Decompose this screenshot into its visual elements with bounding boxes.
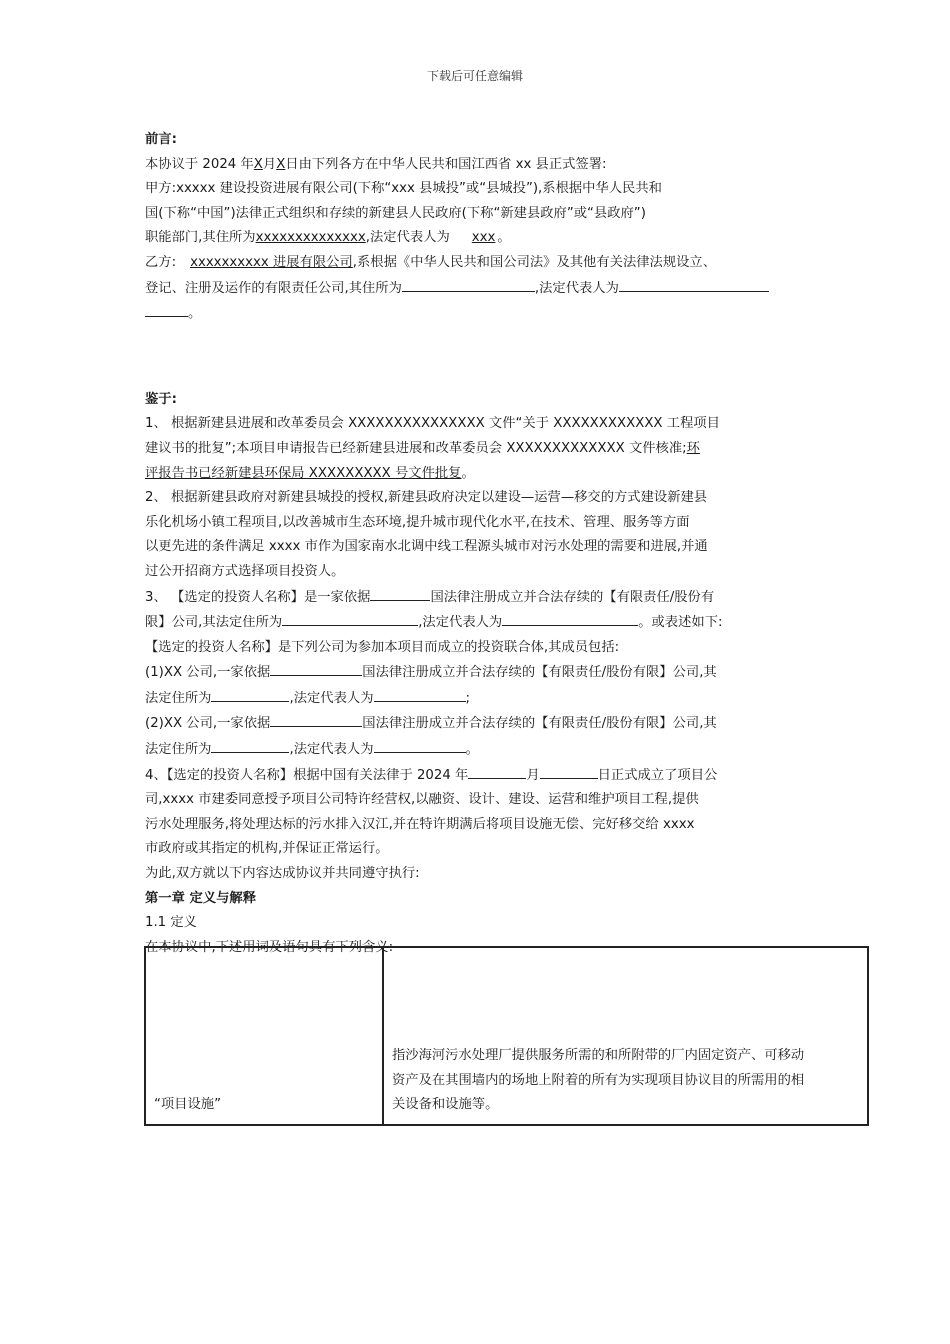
definition-text: 指沙海河污水处理厂提供服务所需的和所附带的厂内固定资产、可移动 资产及在其围墙内的场地上附着的所有为实现项目协议目的所需用的相 关设备和设施等。	[383, 947, 868, 1125]
blank-field[interactable]	[370, 585, 430, 601]
party-a-line: 国(下称“中国”)法律正式组织和存续的新建县人民政府(下称“新建县政府”或“县政府”)	[145, 205, 646, 221]
blank-field[interactable]	[540, 763, 598, 779]
chapter-1-title: 第一章 定义与解释	[145, 890, 257, 906]
whereas-item-1: 1、 根据新建县进展和改革委员会 XXXXXXXXXXXXXXX 文件“关于 XXXXXXXXXXXX 工程项目	[145, 416, 720, 432]
preface-heading: 前言:	[145, 132, 177, 147]
blank-field[interactable]	[619, 276, 769, 292]
party-a-rep: xxx	[471, 230, 496, 246]
whereas-item-4: 污水处理服务,将处理达标的污水排入汉江,并在特许期满后将项目设施无偿、完好移交给 xxxx	[145, 816, 695, 832]
blank-field[interactable]	[374, 686, 466, 702]
definitions-intro: 在本协议中,下述用词及语句具有下列含义:	[145, 939, 394, 955]
table-row	[145, 947, 868, 1125]
document-body	[145, 128, 817, 960]
whereas-item-4: 4、【选定的投资人名称】根据中国有关法律于 2024 年 月 日正式成立了项目公	[145, 763, 817, 789]
party-a-line: 甲方:xxxxx 建设投资进展有限公司(下称“xxx 县城投”或“县城投”),系根据中华人民共和	[145, 181, 662, 197]
blank-field[interactable]	[145, 301, 188, 317]
blank-field[interactable]	[402, 276, 535, 292]
consortium-member-1: 法定住所为 ,法定代表人为 ;	[145, 686, 817, 712]
consortium-member-2: 法定住所为 ,法定代表人为 。	[145, 737, 817, 763]
blank-field[interactable]	[211, 737, 289, 753]
consortium-member-2: (2)XX 公司,一家依据 国法律注册成立并合法存续的【有限责任/股份有限】公司,其	[145, 711, 817, 737]
blank-field[interactable]	[502, 610, 638, 626]
whereas-heading: 鉴于:	[145, 391, 177, 407]
whereas-item-4: 市政府或其指定的机构,并保证正常运行。	[145, 841, 389, 857]
whereas-item-4: 司,xxxx 市建委同意授予项目公司特许经营权,以融资、设计、建设、运营和维护项目工程,提供	[145, 792, 699, 808]
blank-field[interactable]	[468, 763, 526, 779]
party-a-line: 职能部门,其住所为xxxxxxxxxxxxxx,法定代表人为 xxx 。	[145, 230, 511, 246]
blank-field[interactable]	[270, 660, 362, 676]
preface-line: 本协议于 2024 年X月X日由下列各方在中华人民共和国江西省 xx 县正式签署:	[145, 156, 607, 172]
blank-field[interactable]	[270, 711, 362, 727]
party-b-line: 乙方: xxxxxxxxxx 进展有限公司,系根据《中华人民共和国公司法》及其他有关法律法规设立、	[145, 254, 717, 270]
consortium-member-1: (1)XX 公司,一家依据 国法律注册成立并合法存续的【有限责任/股份有限】公司,其	[145, 660, 817, 686]
whereas-item-2: 以更先进的条件满足 xxxx 市作为国家南水北调中线工程源头城市对污水处理的需要和进展,并通	[145, 539, 708, 555]
whereas-item-1: 建议书的批复”;本项目申请报告已经新建县进展和改革委员会 XXXXXXXXXXXXX 文件核准;环	[145, 440, 700, 456]
party-b-line: 。	[145, 301, 817, 327]
whereas-item-3: 3、 【选定的投资人名称】是一家依据 国法律注册成立并合法存续的【有限责任/股份有	[145, 585, 817, 611]
blank-field[interactable]	[211, 686, 289, 702]
whereas-closing: 为此,双方就以下内容达成协议并共同遵守执行:	[145, 866, 420, 882]
blank-field[interactable]	[374, 737, 466, 753]
whereas-item-3: 【选定的投资人名称】是下列公司为参加本项目而成立的投资联合体,其成员包括:	[145, 639, 620, 655]
whereas-item-2: 2、 根据新建县政府对新建县城投的授权,新建县政府决定以建设—运营—移交的方式建设新建县	[145, 490, 708, 506]
whereas-item-2: 乐化机场小镇工程项目,以改善城市生态环境,提升城市现代化水平,在技术、管理、服务等方面	[145, 514, 690, 530]
page-header-note: 下载后可任意编辑	[426, 69, 523, 83]
definition-term: “项目设施”	[145, 947, 383, 1125]
whereas-item-3: 限】公司,其法定住所为 ,法定代表人为 。或表述如下:	[145, 610, 817, 636]
whereas-item-2: 过公开招商方式选择项目投资人。	[145, 563, 345, 579]
party-b-line: 登记、注册及运作的有限责任公司,其住所为 ,法定代表人为	[145, 276, 817, 302]
whereas-item-1: 评报告书已经新建县环保局 XXXXXXXXX 号文件批复。	[145, 465, 475, 481]
blank-field[interactable]	[282, 610, 418, 626]
section-1-1-title: 1.1 定义	[145, 915, 197, 931]
definitions-table	[144, 946, 869, 1126]
